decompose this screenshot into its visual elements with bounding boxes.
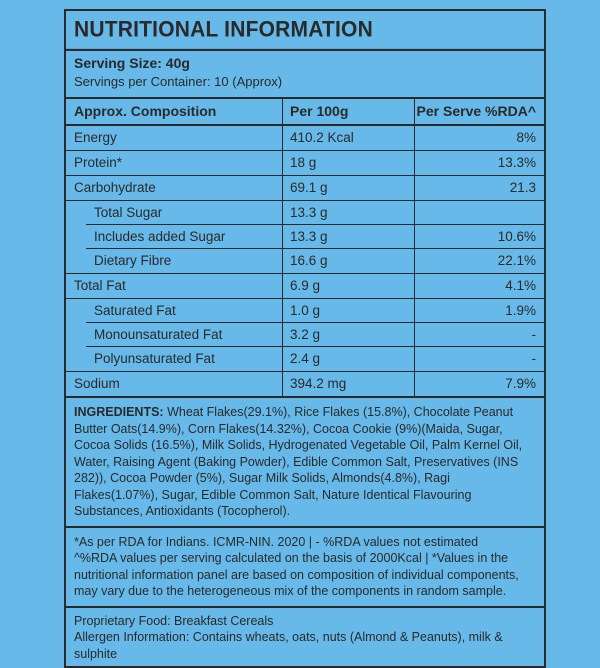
table-row <box>66 249 544 274</box>
row-per100: 410.2 Kcal <box>290 130 354 145</box>
column-divider <box>282 99 283 398</box>
row-rda: 7.9% <box>505 376 536 391</box>
table-row <box>66 323 544 347</box>
rda-note: *As per RDA for Indians. ICMR-NIN. 2020 | - %RDA values not estimated <box>74 534 479 549</box>
row-per100: 16.6 g <box>290 253 328 268</box>
row-per100: 1.0 g <box>290 303 321 318</box>
table-header <box>66 99 544 126</box>
proprietary-food: Proprietary Food: Breakfast Cereals <box>74 613 274 628</box>
serving-info <box>66 50 544 99</box>
row-per100: 13.3 g <box>290 205 328 220</box>
row-label: Dietary Fibre <box>94 253 172 268</box>
row-rda: 13.3% <box>497 155 536 170</box>
row-per100: 2.4 g <box>290 351 321 366</box>
row-per100: 18 g <box>290 155 317 170</box>
nutrition-panel <box>64 9 546 668</box>
servings-per-container: Servings per Container: 10 (Approx) <box>74 74 283 89</box>
row-rda: 8% <box>516 130 536 145</box>
row-per100: 394.2 mg <box>290 376 347 391</box>
ingredients-text: Wheat Flakes(29.1%), Rice Flakes (15.8%), Chocolate Peanut Butter Oats(14.9%), Corn Flakes(14.32%), Cocoa Cookie (9%)(Maida, Sugar, Cocoa Solids (16.5%), Milk Solids, Hydrogenated Vegetable Oil, Palm Kernel Oil, Water, Raising Agent (Baking Powder), Edible Common Salt, Preservatives (INS 282)), Cocoa Powder (5%), Sugar Milk Solids, Almonds(4.8%), Ragi Flakes(1.07%), Sugar, Edible Common Salt, Nature Identical Flavouring Substances, Antioxidants (Tocopherol). <box>74 405 523 518</box>
row-label: Polyunsaturated Fat <box>94 351 215 366</box>
row-label: Carbohydrate <box>74 180 156 195</box>
table-row <box>66 225 544 249</box>
table-row <box>66 299 544 323</box>
header-rda: Per Serve %RDA^ <box>416 103 536 119</box>
row-label: Monounsaturated Fat <box>94 327 223 342</box>
notes-block <box>66 528 544 608</box>
row-label: Saturated Fat <box>94 303 176 318</box>
ingredients-block <box>66 398 544 528</box>
table-row <box>66 176 544 201</box>
footer-block <box>66 608 544 667</box>
row-rda: - <box>531 351 536 366</box>
allergen-info: Allergen Information: Contains wheats, oats, nuts (Almond & Peanuts), milk & sulphite <box>74 630 503 661</box>
row-label: Energy <box>74 130 117 145</box>
row-rda: 22.1% <box>497 253 536 268</box>
table-row <box>66 372 544 398</box>
header-per-100g: Per 100g <box>290 103 349 119</box>
row-rda: - <box>531 327 536 342</box>
row-per100: 6.9 g <box>290 278 321 293</box>
serving-size: Serving Size: 40g <box>74 55 190 71</box>
row-label: Total Sugar <box>94 205 163 220</box>
row-rda: 4.1% <box>505 278 536 293</box>
rda-calculation-note: ^%RDA values per serving calculated on the basis of 2000Kcal | *Values in the nutritional information panel are based on composition of individual components, may vary due to the heterogeneous mix of the components in random sample. <box>74 551 519 598</box>
nutrition-table <box>66 99 544 398</box>
table-row <box>66 347 544 372</box>
row-per100: 69.1 g <box>290 180 328 195</box>
row-rda: 10.6% <box>497 229 536 244</box>
row-rda: 21.3 <box>509 180 536 195</box>
row-per100: 3.2 g <box>290 327 321 342</box>
table-row <box>66 201 544 225</box>
column-divider <box>414 99 415 398</box>
table-row <box>66 274 544 299</box>
row-label: Includes added Sugar <box>94 229 226 244</box>
header-composition: Approx. Composition <box>74 103 217 119</box>
ingredients-label: INGREDIENTS: <box>74 405 164 419</box>
table-row <box>66 126 544 151</box>
row-label: Sodium <box>74 376 120 391</box>
row-per100: 13.3 g <box>290 229 328 244</box>
row-rda: 1.9% <box>505 303 536 318</box>
row-label: Total Fat <box>74 278 126 293</box>
table-row <box>66 151 544 176</box>
panel-title: NUTRITIONAL INFORMATION <box>66 10 544 51</box>
row-label: Protein* <box>74 155 123 170</box>
